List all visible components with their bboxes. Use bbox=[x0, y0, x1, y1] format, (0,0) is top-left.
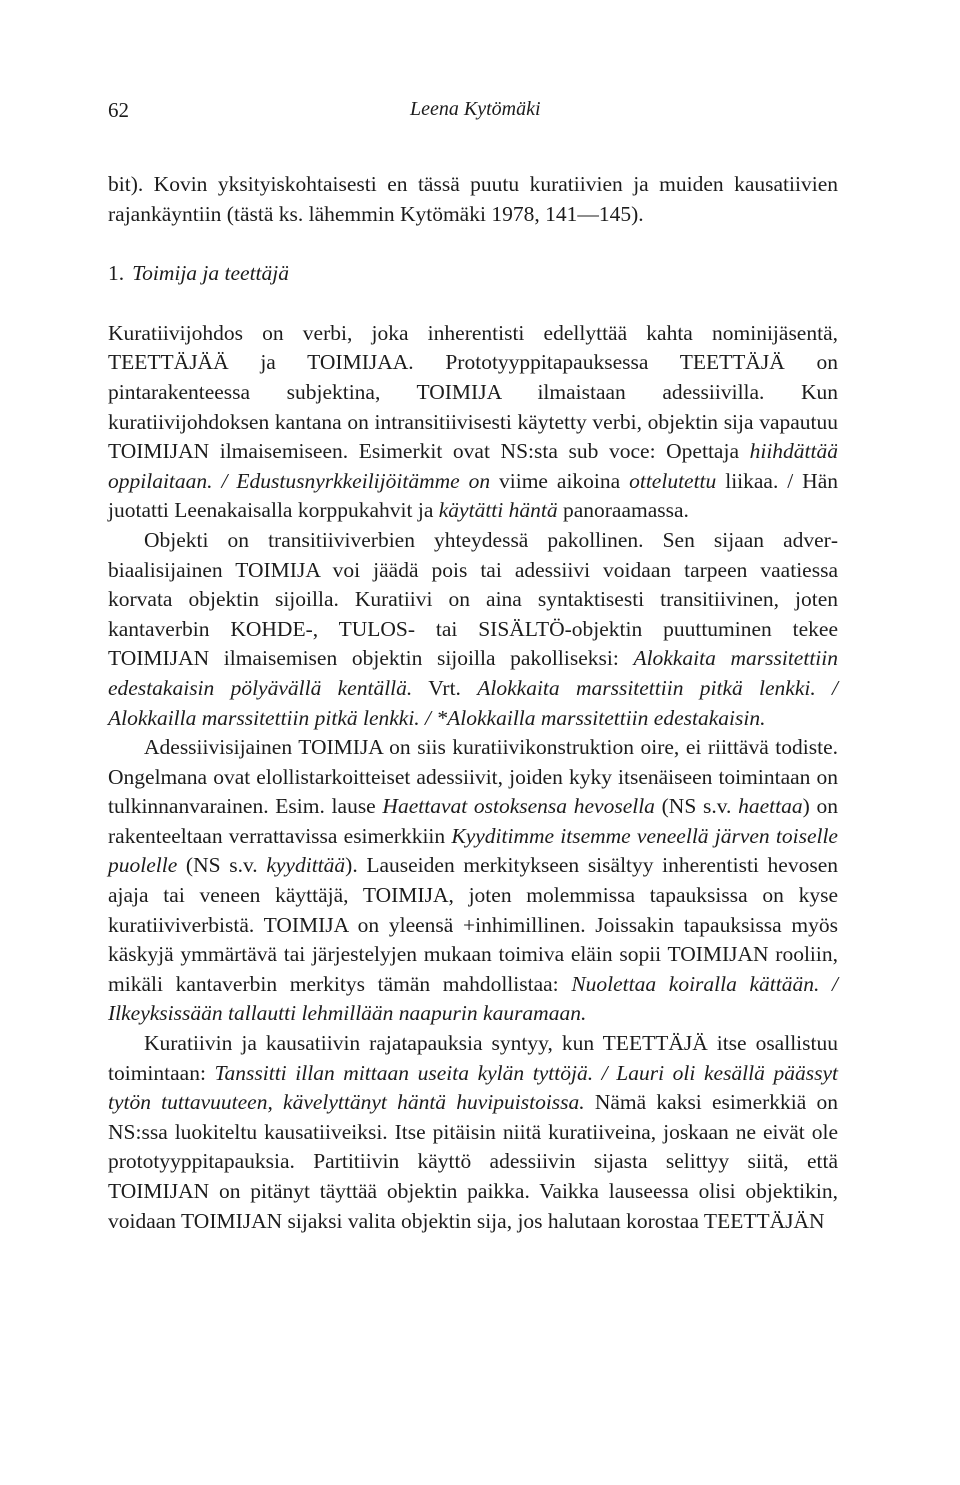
example-text: hiihdättää oppilaitaan. bbox=[108, 439, 838, 493]
running-head bbox=[108, 98, 838, 128]
paragraph-4 bbox=[108, 1029, 838, 1236]
paragraph-4-text: Kuratiivin ja kausatiivin rajatapauksia syntyy, kun TEETTÄJÄ itse osallistuu toimintaan: bbox=[108, 1031, 838, 1085]
example-text: kyydittää bbox=[266, 853, 346, 878]
paragraph-3 bbox=[108, 733, 838, 1029]
paragraph-4-text: Nämä kaksi esimerkkiä on NS:ssa luokiteltu kausatiiveiksi. Itse pitäisin niitä kuratiiveina, joskaan ne eivät ole prototyyppitapauksia. Partitiivin käyttö adessiivin sijasta selittyy siitä, että TOIMIJAN on pitänyt täyttää objektin paikka. Vaikka lauseessa olisi objektikin, voidaan TOIMIJAN sijaksi valita objektin sija, jos halutaan korostaa TEETTÄJÄN bbox=[108, 1090, 838, 1233]
paragraph-2-text: Vrt. bbox=[412, 675, 478, 700]
paragraph-1-text: panoraamassa. bbox=[557, 498, 689, 523]
paragraph-3-text: Adessiivisijainen TOIMIJA on siis kuratiivikonstruktion oire, ei riittävä todiste. Ongelmana ovat elollistarkoitteiset adessiivit, joiden kyky itsenäiseen toimintaan on tulkinnanvarainen. Esim. lause bbox=[108, 735, 838, 819]
section-heading bbox=[108, 259, 838, 289]
intro-text: bit). Kovin yksityiskohtaisesti en tässä puutu kuratiivien ja muiden kausatiivien rajankäyntiin (tästä ks. lähemmin Kytömäki 1978, 141—145). bbox=[108, 172, 838, 226]
example-text: Haettavat ostoksensa hevosella bbox=[382, 794, 655, 819]
paragraph-3-text: ) on rakenteeltaan verrattavissa esimerkkiin bbox=[108, 794, 838, 848]
section-number: 1. bbox=[108, 261, 125, 286]
paragraph-1 bbox=[108, 319, 838, 526]
paragraph-1-text: Kuratiivijohdos on verbi, joka inherentisti edellyttää kahta nominijäsentä, TEETTÄJÄÄ ja TOIMIJAA. Prototyyppitapauksessa TEETTÄJÄ on pintarakenteessa subjektina, TOIMIJA ilmaistaan adessiivilla. Kun kuratiivijohdoksen kantana on intransitiivisesti käytetty verbi, objektin sija vapautuu TOIMIJAN ilmaisemiseen. Esimerkit ovat NS:sta sub voce: Opettaja bbox=[108, 320, 838, 464]
example-text: Nuolettaa koiralla kättään. / Ilkeyksissään tallautti lehmillään naapurin kauramaan. bbox=[108, 971, 838, 1026]
page-number: 62 bbox=[108, 98, 129, 122]
example-text: käytätti häntä bbox=[438, 498, 558, 523]
paragraph-1-text: liikaa. / Hän juotatti Leenakaisalla korppukahvit ja bbox=[108, 468, 838, 523]
example-text: / Edustusnyrkkeilijöitämme on bbox=[221, 468, 491, 493]
example-text: Tanssitti illan mittaan useita kylän tyttöjä. / Lauri oli kesällä päässyt tytön tuttavuuteen, kävelyttänyt häntä huvipuistoissa. bbox=[108, 1060, 838, 1115]
example-text: Kyyditimme itsemme veneellä järven toiselle puolelle bbox=[108, 823, 838, 878]
intro-paragraph bbox=[108, 170, 838, 229]
section-title: Toimija ja teettäjä bbox=[132, 261, 290, 286]
example-text: Alokkaita marssitettiin pitkä lenkki. / Alokkailla marssitettiin pitkä lenkki. / *Alokkailla marssitettiin edestakaisin. bbox=[108, 675, 839, 730]
paragraph-2-text: Objekti on transitiiviverbien yhteydessä pakollinen. Sen sijaan adverbiaalisijainen TOIMIJA voi jäädä pois tai adessiivi voidaan tarpeen vaatiessa korvata objektin sijoilla. Kuratiivi on aina syntaktisesti transitiivinen, joten kantaverbin KOHDE-, TULOS- tai SISÄLTÖ-objektin puuttuminen tekee TOIMIJAN ilmaisemisen objektin sijoilla pakolliseksi: bbox=[108, 527, 838, 671]
paragraph-3-text: ). Lauseiden merkitykseen sisältyy inherentisti hevosen ajaja tai veneen käyttäjä, TOIMIJA, joten molemmissa tapauksissa on kyse kuratiiviverbistä. TOIMIJA on yleensä +inhimillinen. Joissakin tapauksissa myös käskyjä ymmärtävä tai järjestelyjen mukaan toimiva eläin sopii TOIMIJAN rooliin, mikäli kantaverbin merkitys tämän mahdollistaa: bbox=[108, 853, 838, 996]
paragraph-1-text: viime aikoina bbox=[490, 468, 630, 493]
example-text: haettaa bbox=[738, 794, 803, 819]
paragraph-2 bbox=[108, 526, 838, 733]
paragraph-3-text: (NS s.v. bbox=[177, 853, 267, 878]
example-text: ottelutettu bbox=[629, 468, 717, 493]
paragraph-3-text: (NS s.v. bbox=[654, 794, 739, 819]
running-author: Leena Kytömäki bbox=[410, 98, 541, 120]
example-text: Alokkaita marssitettiin edestakaisin pölyävällä kentällä. bbox=[108, 646, 838, 700]
body-text bbox=[108, 170, 838, 1236]
